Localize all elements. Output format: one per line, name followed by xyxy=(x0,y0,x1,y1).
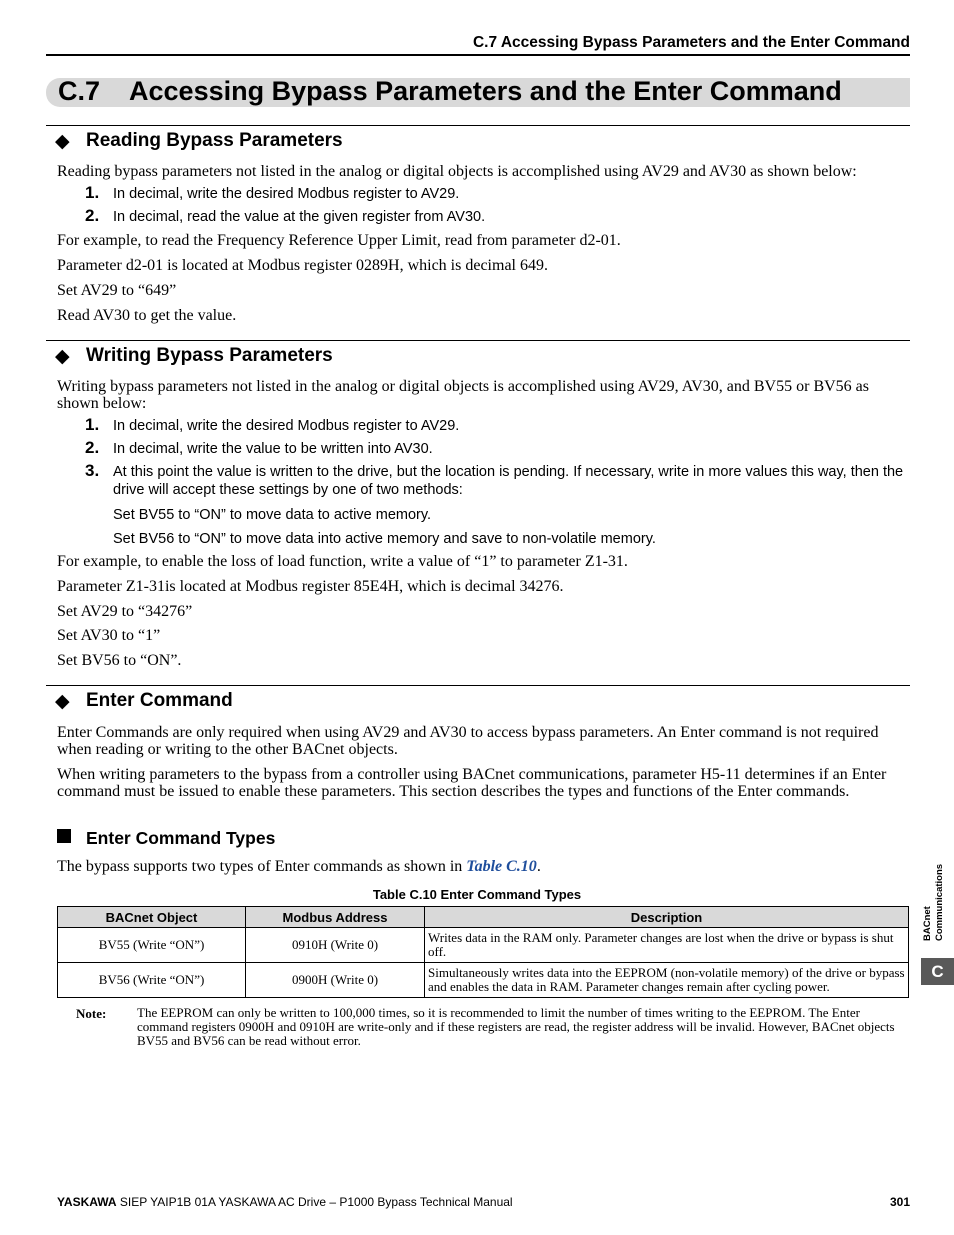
writing-method-1: Set BV55 to “ON” to move data to active memory. xyxy=(113,507,432,523)
section-rule-reading xyxy=(46,125,910,126)
page-number: 301 xyxy=(889,1195,910,1209)
section-rule-enter xyxy=(46,685,910,686)
page-title: C.7 Accessing Bypass Parameters and the Enter Command xyxy=(58,76,842,106)
cell-bacnet-object: BV56 (Write “ON”) xyxy=(58,963,246,998)
enter-paragraph-2: When writing parameters to the bypass from a controller using BACnet communications, parameter H5-11 determines if an Enter command must be issued to enable these parameters. This section describes the types and functions of the Enter commands. xyxy=(57,766,887,800)
side-tab-label xyxy=(920,845,950,945)
cell-modbus-address: 0910H (Write 0) xyxy=(246,928,425,963)
writing-step-3-number: 3. xyxy=(85,461,100,480)
chapter-tab[interactable]: C xyxy=(921,958,954,985)
reading-step-1: In decimal, write the desired Modbus register to AV29. xyxy=(113,186,460,202)
column-header-bacnet-object: BACnet Object xyxy=(58,907,246,928)
table-c10-link[interactable]: Table C.10 xyxy=(466,858,537,875)
writing-step-2: In decimal, write the value to be written into AV30. xyxy=(113,441,433,457)
table-caption: Table C.10 Enter Command Types xyxy=(372,887,582,902)
cell-description: Writes data in the RAM only. Parameter changes are lost when the drive or bypass is shut off. xyxy=(425,928,909,963)
diamond-bullet-icon: ◆ xyxy=(55,131,70,152)
reading-set-av29: Set AV29 to “649” xyxy=(57,282,177,299)
column-header-modbus-address: Modbus Address xyxy=(246,907,425,928)
enter-types-intro xyxy=(57,858,541,875)
table-header-row xyxy=(58,907,909,928)
heading-enter-command: Enter Command xyxy=(86,690,233,711)
cell-modbus-address: 0900H (Write 0) xyxy=(246,963,425,998)
enter-command-types-table xyxy=(57,906,909,998)
table-row xyxy=(58,963,909,998)
footer-brand: YASKAWA xyxy=(57,1195,117,1209)
writing-register: Parameter Z1-31is located at Modbus register 85E4H, which is decimal 34276. xyxy=(57,578,564,595)
heading-enter-command-types: Enter Command Types xyxy=(86,828,276,848)
note-text: The EEPROM can only be written to 100,000 times, so it is recommended to limit the number of times writing to the EEPROM. The Enter command registers 0900H and 0910H are write-only and if these registers are read, the register address will be invalid. However, BACnet objects BV55 and BV56 can be read without error. xyxy=(137,1005,895,1048)
section-rule-writing xyxy=(46,340,910,341)
side-tab-label-line1: BACnet xyxy=(922,906,933,941)
enter-types-intro-period: . xyxy=(536,858,541,875)
enter-types-intro-text: The bypass supports two types of Enter commands as shown in xyxy=(57,858,467,875)
diamond-bullet-icon: ◆ xyxy=(55,691,70,712)
writing-set-av29: Set AV29 to “34276” xyxy=(57,603,193,620)
footer xyxy=(57,1195,513,1209)
writing-example: For example, to enable the loss of load function, write a value of “1” to parameter Z1-31. xyxy=(57,553,628,570)
heading-writing: Writing Bypass Parameters xyxy=(86,345,333,366)
reading-register: Parameter d2-01 is located at Modbus register 0289H, which is decimal 649. xyxy=(57,257,548,274)
reading-example: For example, to read the Frequency Reference Upper Limit, read from parameter d2-01. xyxy=(57,232,621,249)
writing-intro: Writing bypass parameters not listed in the analog or digital objects is accomplished using AV29, AV30, and BV55 or BV56 as shown below: xyxy=(57,378,869,412)
writing-step-2-number: 2. xyxy=(85,438,100,457)
reading-step-1-number: 1. xyxy=(85,183,100,202)
square-bullet-icon xyxy=(57,829,71,843)
cell-bacnet-object: BV55 (Write “ON”) xyxy=(58,928,246,963)
heading-reading: Reading Bypass Parameters xyxy=(86,130,343,151)
running-head: C.7 Accessing Bypass Parameters and the Enter Command xyxy=(472,34,910,51)
reading-intro: Reading bypass parameters not listed in the analog or digital objects is accomplished using AV29 and AV30 as shown below: xyxy=(57,163,857,180)
writing-set-av30: Set AV30 to “1” xyxy=(57,627,161,644)
note-label: Note: xyxy=(76,1006,107,1021)
cell-description: Simultaneously writes data into the EEPROM (non-volatile memory) of the drive or bypass and enables the data in RAM. Parameter changes remain after cycling power. xyxy=(425,963,909,998)
diamond-bullet-icon: ◆ xyxy=(55,346,70,367)
writing-set-bv56: Set BV56 to “ON”. xyxy=(57,652,182,669)
reading-step-2: In decimal, read the value at the given register from AV30. xyxy=(113,209,486,225)
enter-paragraph-1: Enter Commands are only required when using AV29 and AV30 to access bypass parameters. An Enter command is not required when reading or writing to the other BACnet objects. xyxy=(57,724,879,758)
side-tab-label-line2: Communications xyxy=(934,863,945,941)
table-row xyxy=(58,928,909,963)
reading-step-2-number: 2. xyxy=(85,206,100,225)
column-header-description: Description xyxy=(425,907,909,928)
header-rule xyxy=(46,54,910,56)
writing-step-3: At this point the value is written to the drive, but the location is pending. If necessary, write in more values this way, then the drive will accept these settings by one of two methods: xyxy=(113,464,904,498)
reading-read-av30: Read AV30 to get the value. xyxy=(57,307,237,324)
writing-step-1: In decimal, write the desired Modbus register to AV29. xyxy=(113,418,460,434)
writing-step-1-number: 1. xyxy=(85,415,100,434)
footer-text: SIEP YAIP1B 01A YASKAWA AC Drive – P1000 Bypass Technical Manual xyxy=(116,1195,513,1209)
writing-method-2: Set BV56 to “ON” to move data into active memory and save to non-volatile memory. xyxy=(113,531,656,547)
